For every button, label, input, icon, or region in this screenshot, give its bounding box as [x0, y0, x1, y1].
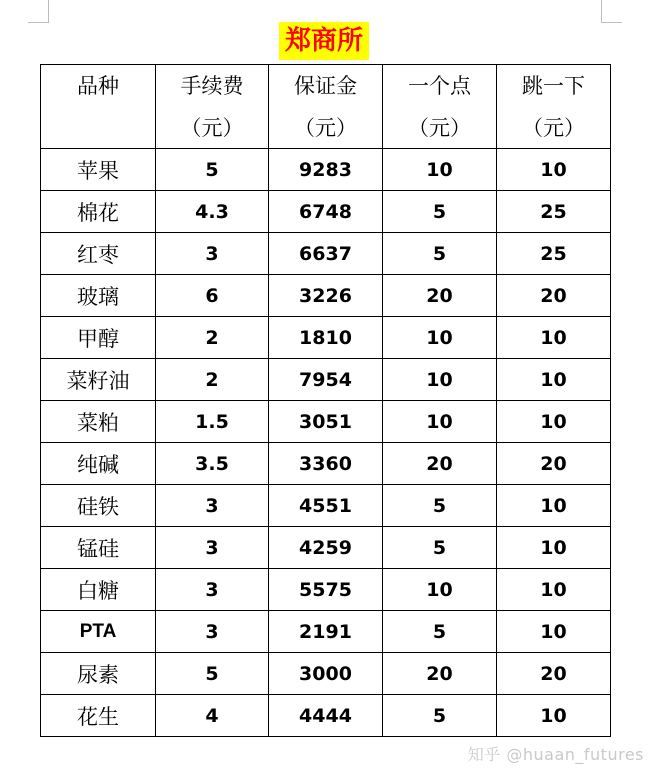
table-row — [41, 191, 611, 233]
header-cell — [41, 65, 156, 149]
point-value-cell: 20 — [383, 653, 497, 695]
page-title: 郑商所 — [279, 22, 369, 60]
point-value-cell: 10 — [383, 317, 497, 359]
table-row — [41, 275, 611, 317]
point-value-cell: 5 — [383, 191, 497, 233]
margin-cell: 5575 — [269, 569, 383, 611]
header-line1: 一个点 — [408, 73, 471, 98]
header-line1: 品种 — [77, 73, 119, 98]
header-line2: （元） — [180, 115, 244, 140]
header-line2: （元） — [294, 115, 357, 140]
table-row — [41, 527, 611, 569]
product-name-cell: 菜籽油 — [41, 359, 156, 401]
product-name-cell: 甲醇 — [41, 317, 156, 359]
point-value-cell: 5 — [383, 695, 497, 737]
fee-cell: 4 — [156, 695, 269, 737]
table-row — [41, 695, 611, 737]
tick-value-cell: 20 — [497, 653, 611, 695]
futures-table — [40, 64, 611, 737]
table-row — [41, 359, 611, 401]
table-body — [41, 149, 611, 737]
margin-cell: 2191 — [269, 611, 383, 653]
tick-value-cell: 10 — [497, 317, 611, 359]
point-value-cell: 20 — [383, 275, 497, 317]
table-row — [41, 653, 611, 695]
product-name-cell: 玻璃 — [41, 275, 156, 317]
fee-cell: 1.5 — [156, 401, 269, 443]
tick-value-cell: 10 — [497, 485, 611, 527]
margin-cell: 9283 — [269, 149, 383, 191]
margin-cell: 3000 — [269, 653, 383, 695]
page-corner-mark-right — [601, 0, 622, 23]
table-header-row — [41, 65, 611, 149]
margin-cell: 4444 — [269, 695, 383, 737]
header-cell — [156, 65, 269, 149]
fee-cell: 5 — [156, 653, 269, 695]
header-line1: 保证金 — [294, 73, 357, 98]
product-name-cell: 锰硅 — [41, 527, 156, 569]
tick-value-cell: 10 — [497, 149, 611, 191]
point-value-cell: 10 — [383, 569, 497, 611]
point-value-cell: 10 — [383, 149, 497, 191]
table-row — [41, 611, 611, 653]
table-row — [41, 443, 611, 485]
tick-value-cell: 20 — [497, 275, 611, 317]
table-row — [41, 401, 611, 443]
product-name-cell: 红枣 — [41, 233, 156, 275]
fee-cell: 3 — [156, 569, 269, 611]
point-value-cell: 10 — [383, 359, 497, 401]
point-value-cell: 5 — [383, 611, 497, 653]
product-name-cell: PTA — [41, 611, 156, 653]
header-cell — [497, 65, 611, 149]
margin-cell: 6637 — [269, 233, 383, 275]
header-line2: （元） — [408, 115, 471, 140]
product-name-cell: 棉花 — [41, 191, 156, 233]
fee-cell: 3.5 — [156, 443, 269, 485]
margin-cell: 3051 — [269, 401, 383, 443]
margin-cell: 6748 — [269, 191, 383, 233]
product-name-cell: 花生 — [41, 695, 156, 737]
point-value-cell: 5 — [383, 527, 497, 569]
margin-cell: 1810 — [269, 317, 383, 359]
product-name-cell: 白糖 — [41, 569, 156, 611]
header-line1: 手续费 — [180, 73, 244, 98]
tick-value-cell: 10 — [497, 569, 611, 611]
point-value-cell: 10 — [383, 401, 497, 443]
tick-value-cell: 10 — [497, 401, 611, 443]
table-row — [41, 149, 611, 191]
margin-cell: 4259 — [269, 527, 383, 569]
margin-cell: 3226 — [269, 275, 383, 317]
point-value-cell: 20 — [383, 443, 497, 485]
fee-cell: 6 — [156, 275, 269, 317]
product-name-cell: 尿素 — [41, 653, 156, 695]
margin-cell: 4551 — [269, 485, 383, 527]
fee-cell: 3 — [156, 611, 269, 653]
product-name-cell: 菜粕 — [41, 401, 156, 443]
table-row — [41, 569, 611, 611]
fee-cell: 5 — [156, 149, 269, 191]
header-line2: （元） — [522, 115, 585, 140]
product-name-cell: 硅铁 — [41, 485, 156, 527]
table-row — [41, 317, 611, 359]
header-line1: 跳一下 — [522, 73, 585, 98]
header-cell — [269, 65, 383, 149]
tick-value-cell: 10 — [497, 611, 611, 653]
fee-cell: 3 — [156, 485, 269, 527]
tick-value-cell: 10 — [497, 359, 611, 401]
fee-cell: 3 — [156, 527, 269, 569]
page-corner-mark-left — [28, 0, 49, 23]
margin-cell: 7954 — [269, 359, 383, 401]
table-row — [41, 485, 611, 527]
point-value-cell: 5 — [383, 233, 497, 275]
fee-cell: 4.3 — [156, 191, 269, 233]
tick-value-cell: 10 — [497, 527, 611, 569]
tick-value-cell: 25 — [497, 233, 611, 275]
watermark: 知乎 @huaan_futures — [467, 745, 644, 764]
margin-cell: 3360 — [269, 443, 383, 485]
header-cell — [383, 65, 497, 149]
tick-value-cell: 10 — [497, 695, 611, 737]
point-value-cell: 5 — [383, 485, 497, 527]
product-name-cell: 纯碱 — [41, 443, 156, 485]
fee-cell: 3 — [156, 233, 269, 275]
tick-value-cell: 25 — [497, 191, 611, 233]
fee-cell: 2 — [156, 359, 269, 401]
product-name-cell: 苹果 — [41, 149, 156, 191]
tick-value-cell: 20 — [497, 443, 611, 485]
table-row — [41, 233, 611, 275]
fee-cell: 2 — [156, 317, 269, 359]
